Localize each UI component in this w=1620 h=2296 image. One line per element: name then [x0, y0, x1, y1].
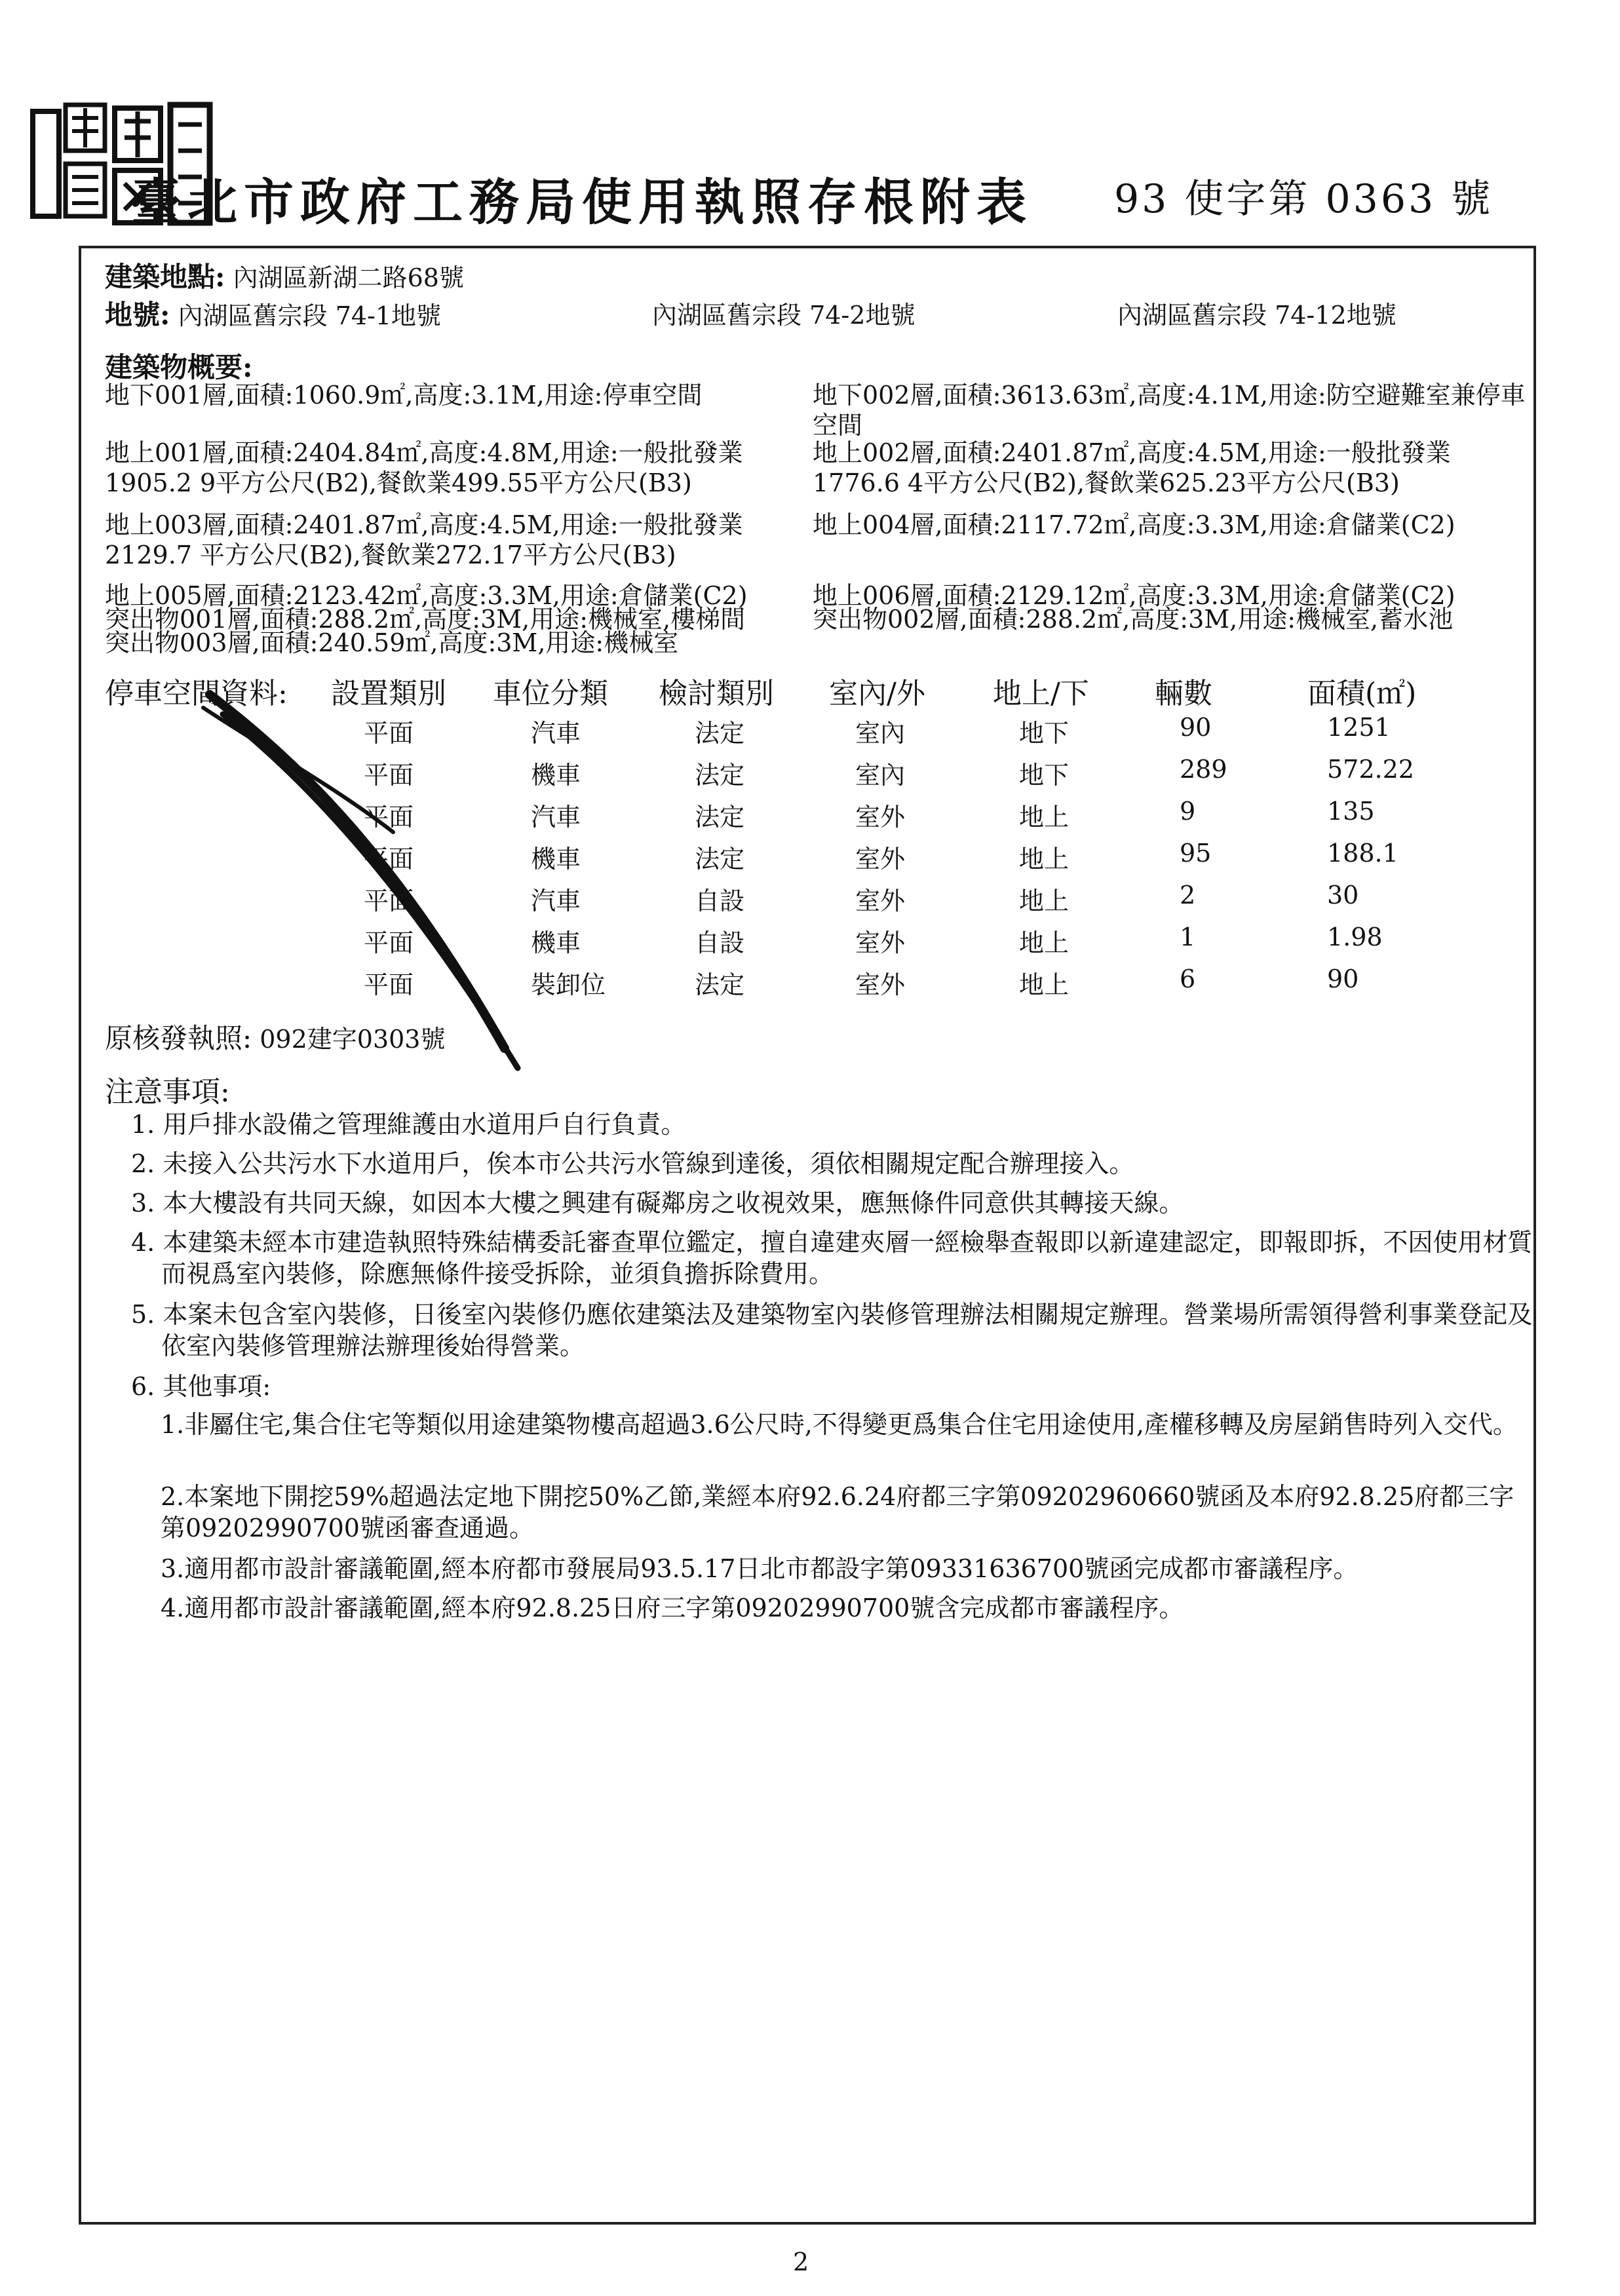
cell-level: 地下 — [1019, 719, 1070, 748]
cell-area: 188.1 — [1327, 839, 1398, 868]
cell-count: 95 — [1180, 839, 1212, 868]
note-item-2: 2. 未接入公共污水下水道用戶，俟本市公共污水管線到達後，須依相關規定配合辦理接入。 — [131, 1149, 1134, 1178]
cell-review: 自設 — [695, 887, 745, 915]
overview-right-2: 地上004層,面積:2117.72㎡,高度:3.3M,用途:倉儲業(C2) — [813, 510, 1456, 539]
cell-review: 自設 — [695, 928, 745, 957]
lot-label: 地號: — [105, 299, 170, 331]
cell-level: 地上 — [1019, 803, 1070, 832]
cell-category: 裝卸位 — [531, 970, 606, 999]
cell-review: 法定 — [695, 845, 745, 873]
handwritten-strike-mark — [197, 681, 537, 1075]
cell-indoor: 室內 — [855, 761, 906, 790]
note-item-3: 3. 本大樓設有共同天線，如因本大樓之興建有礙鄰房之收視效果，應無條件同意供其轉接天線。 — [131, 1189, 1184, 1217]
notes-label: 注意事項: — [105, 1075, 230, 1109]
parking-header-count: 輛數 — [1155, 677, 1212, 710]
cell-area: 90 — [1327, 965, 1359, 993]
other-item-4: 4.適用都市設計審議範圍,經本府92.8.25日府三字第09202990700號含完成都市審議程序。 — [161, 1594, 1184, 1622]
parking-header-indoor: 室內/外 — [829, 677, 925, 710]
cell-indoor: 室外 — [855, 887, 906, 915]
overview-left-4: 突出物001層,面積:288.2㎡,高度:3M,用途:機械室,樓梯間 — [105, 605, 746, 634]
cell-area: 1.98 — [1327, 923, 1383, 951]
cell-indoor: 室外 — [855, 928, 906, 957]
cell-count: 6 — [1180, 965, 1196, 993]
original-license — [105, 1024, 446, 1054]
cell-count: 1 — [1180, 923, 1196, 951]
cell-review: 法定 — [695, 761, 745, 790]
cell-category: 汽車 — [531, 803, 581, 832]
cell-level: 地上 — [1019, 928, 1070, 957]
cell-category: 汽車 — [531, 887, 581, 915]
note-item-6: 6. 其他事項: — [131, 1372, 271, 1401]
cell-level: 地下 — [1019, 761, 1070, 790]
cell-level: 地上 — [1019, 887, 1070, 915]
parking-header-category: 車位分類 — [493, 677, 608, 710]
address-value: 內湖區新湖二路68號 — [233, 263, 464, 292]
overview-right-1: 地上002層,面積:2401.87㎡,高度:4.5M,用途:一般批發業1776.6 4平方公尺(B2),餐飲業625.23平方公尺(B3) — [813, 438, 1451, 497]
cell-count: 289 — [1180, 755, 1227, 784]
cell-area: 572.22 — [1327, 755, 1414, 784]
cell-indoor: 室外 — [855, 803, 906, 832]
overview-left-5: 突出物003層,面積:240.59㎡,高度:3M,用途:機械室 — [105, 628, 679, 657]
cell-count: 90 — [1180, 713, 1212, 742]
page-number: 2 — [793, 2248, 809, 2276]
overview-right-4: 突出物002層,面積:288.2㎡,高度:3M,用途:機械室,蓄水池 — [813, 605, 1454, 634]
cell-type: 平面 — [364, 970, 414, 999]
cell-type: 平面 — [364, 887, 414, 915]
note-item-4: 4. 本建築未經本市建造執照特殊結構委託審查單位鑑定，擅自違建夾層一經檢舉查報即以新違建認定，即報即拆，不因使用材質而視爲室內裝修，除應無條件接受拆除，並須負擔拆除費用。 — [131, 1228, 1533, 1288]
cell-category: 機車 — [531, 928, 581, 957]
lot-2: 內湖區舊宗段 74-2地號 — [652, 301, 916, 330]
cell-review: 法定 — [695, 719, 745, 748]
note-item-5: 5. 本案未包含室內裝修，日後室內裝修仍應依建築法及建築物室內裝修管理辦法相關規定辦理。營業場所需領得營利事業登記及依室內裝修管理辦法辦理後始得營業。 — [131, 1300, 1533, 1360]
note-item-1: 1. 用戶排水設備之管理維護由水道用戶自行負責。 — [131, 1110, 686, 1139]
cell-review: 法定 — [695, 970, 745, 999]
cell-type: 平面 — [364, 803, 414, 832]
cell-count: 2 — [1180, 881, 1196, 909]
other-item-3: 3.適用都市設計審議範圍,經本府都市發展局93.5.17日北市都設字第09331636700號函完成都市審議程序。 — [161, 1554, 1359, 1583]
cell-review: 法定 — [695, 803, 745, 832]
address-label: 建築地點: — [105, 261, 225, 293]
other-item-2: 2.本案地下開挖59%超過法定地下開挖50%乙節,業經本府92.6.24府都三字第09202960660號函及本府92.8.25府都三字第09202990700號函審查通過。 — [161, 1482, 1514, 1542]
parking-header-review: 檢討類別 — [659, 677, 774, 710]
cell-category: 汽車 — [531, 719, 581, 748]
cell-indoor: 室外 — [855, 845, 906, 873]
other-item-1: 1.非屬住宅,集合住宅等類似用途建築物樓高超過3.6公尺時,不得變更爲集合住宅用途使用,產權移轉及房屋銷售時列入交代。 — [161, 1410, 1518, 1439]
overview-right-3: 地上006層,面積:2129.12㎡,高度:3.3M,用途:倉儲業(C2) — [813, 581, 1456, 610]
site-address — [105, 262, 464, 293]
cell-indoor: 室內 — [855, 719, 906, 748]
overview-left-0: 地下001層,面積:1060.9㎡,高度:3.1M,用途:停車空間 — [105, 381, 703, 410]
cell-category: 機車 — [531, 845, 581, 873]
site-lot-label-row — [105, 300, 441, 331]
page-title: 臺北市政府工務局使用執照存根附表 — [131, 173, 1033, 231]
lot-1: 內湖區舊宗段 74-1地號 — [178, 301, 442, 330]
lot-3: 內湖區舊宗段 74-12地號 — [1117, 301, 1397, 330]
parking-header-type: 設置類別 — [331, 677, 446, 710]
cell-level: 地上 — [1019, 845, 1070, 873]
cell-area: 135 — [1327, 797, 1375, 826]
license-number: 93 使字第 0363 號 — [1114, 176, 1494, 222]
overview-left-3: 地上005層,面積:2123.42㎡,高度:3.3M,用途:倉儲業(C2) — [105, 581, 748, 610]
cell-level: 地上 — [1019, 970, 1070, 999]
overview-left-1: 地上001層,面積:2404.84㎡,高度:4.8M,用途:一般批發業1905.2 9平方公尺(B2),餐飲業499.55平方公尺(B3) — [105, 438, 743, 497]
cell-type: 平面 — [364, 719, 414, 748]
cell-type: 平面 — [364, 845, 414, 873]
parking-label: 停車空間資料: — [105, 677, 288, 710]
overview-label: 建築物概要: — [105, 351, 253, 383]
overview-right-0: 地下002層,面積:3613.63㎡,高度:4.1M,用途:防空避難室兼停車空間 — [813, 381, 1526, 440]
cell-type: 平面 — [364, 761, 414, 790]
cell-category: 機車 — [531, 761, 581, 790]
original-license-value: 092建字0303號 — [260, 1025, 446, 1054]
cell-area: 30 — [1327, 881, 1359, 909]
overview-left-2: 地上003層,面積:2401.87㎡,高度:4.5M,用途:一般批發業2129.7 平方公尺(B2),餐飲業272.17平方公尺(B3) — [105, 510, 743, 569]
parking-header-level: 地上/下 — [993, 677, 1089, 710]
cell-type: 平面 — [364, 928, 414, 957]
parking-header-area: 面積(㎡) — [1307, 677, 1417, 710]
cell-indoor: 室外 — [855, 970, 906, 999]
cell-count: 9 — [1180, 797, 1196, 826]
original-license-label: 原核發執照: — [105, 1022, 252, 1054]
cell-area: 1251 — [1327, 713, 1391, 742]
